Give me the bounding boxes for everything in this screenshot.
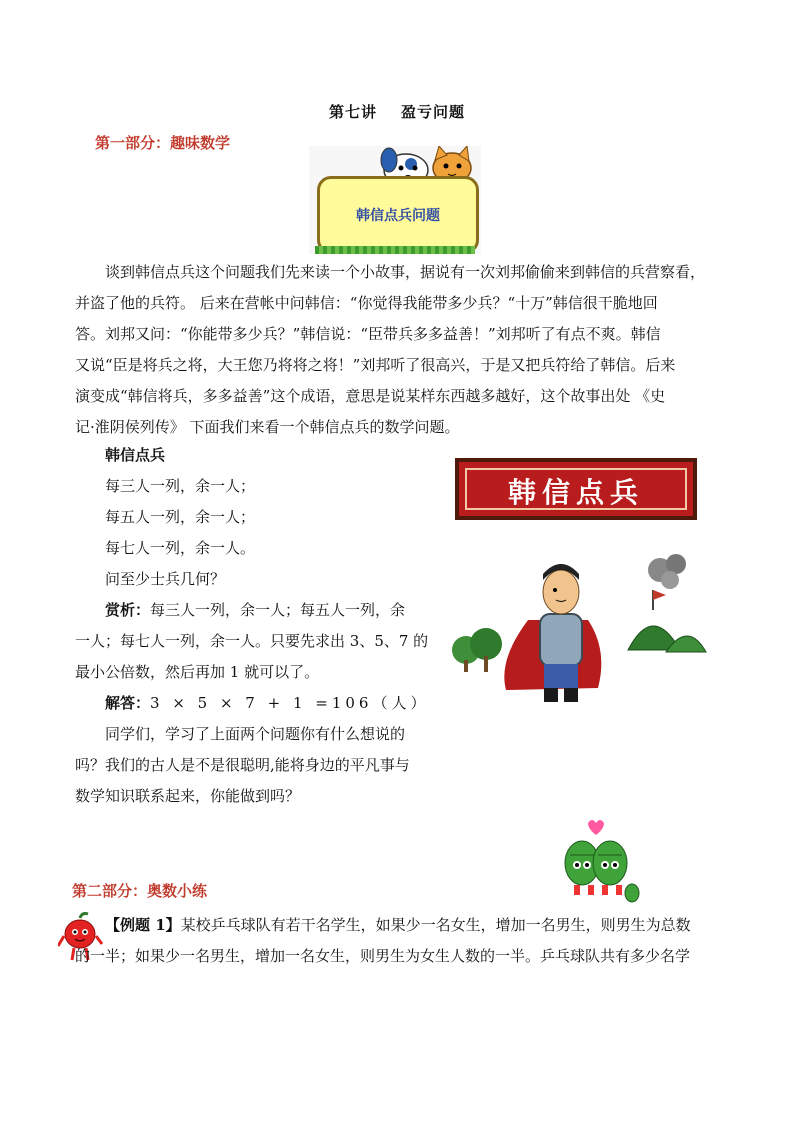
- answer-line: [75, 688, 445, 719]
- trees-icon: [452, 628, 502, 672]
- lesson-topic: 盈亏问题: [401, 103, 466, 121]
- smoke-icon: [648, 554, 686, 589]
- general-figure-icon: [504, 564, 601, 702]
- story-line: 记·淮阴侯列传》 下面我们来看一个韩信点兵的数学问题。: [75, 418, 460, 436]
- section-1-heading: 第一部分：趣味数学: [95, 134, 231, 152]
- analysis-line-3: 最小公倍数，然后再加 1 就可以了。: [75, 663, 320, 681]
- sign-illustration: [309, 146, 481, 254]
- reflection-line: 吗？我们的古人是不是很聪明,能将身边的平凡事与: [75, 756, 410, 774]
- problem-heading: 韩信点兵: [105, 446, 166, 464]
- page-title: [0, 101, 794, 122]
- reflection-line: 数学知识联系起来，你能做到吗？: [75, 787, 301, 805]
- section-2-heading: 第二部分：奥数小练: [72, 882, 208, 900]
- sign-text: 韩信点兵问题: [356, 208, 440, 224]
- example-1: [75, 910, 691, 972]
- reflection-line: 同学们，学习了上面两个问题你有什么想说的: [105, 725, 406, 743]
- story-line: 并盗了他的兵符。 后来在营帐中问韩信：“你觉得我能带多少兵？“十万”韩信很干脆地回: [75, 294, 658, 312]
- story-line: 谈到韩信点兵这个问题我们先来读一个小故事，据说有一次刘邦偷偷来到韩信的兵营察看，: [105, 263, 706, 281]
- answer-label: 解答：: [105, 694, 151, 712]
- story-line: 又说“臣是将兵之将，大王您乃将将之将！”刘邦听了很高兴，于是又把兵符给了韩信。后来: [75, 356, 676, 374]
- sign-board: [317, 176, 479, 254]
- grass-strip: [315, 246, 475, 254]
- analysis-line-2: 一人；每七人一列，余一人。只要先求出 3、5、7 的: [75, 632, 429, 650]
- general-illustration: [448, 540, 708, 712]
- banner-text: 韩信点兵: [507, 476, 644, 509]
- answer-expression: 3 × 5 × 7 + 1 =106（人）: [150, 694, 430, 712]
- example-1-text: 某校乒乓球队有若干名学生，如果少一名女生，增加一名男生，则男生为总数: [180, 916, 691, 934]
- example-1-label: 【例题 1】: [105, 916, 181, 934]
- analysis-text: 每三人一列，余一人；每五人一列，余: [150, 601, 406, 619]
- problem-block: [75, 440, 445, 812]
- example-1-line-2: 的一半；如果少一名男生，增加一名女生，则男生为女生人数的一半。乒乓球队共有多少名学: [75, 947, 691, 965]
- camp-tents-icon: [628, 590, 706, 652]
- problem-line: 每三人一列，余一人；: [105, 477, 256, 495]
- lesson-number: 第七讲: [328, 103, 377, 121]
- story-paragraph: [75, 257, 705, 443]
- analysis-label: 赏析：: [105, 601, 151, 619]
- story-line: 演变成“韩信将兵，多多益善”这个成语，意思是说某样东西越多越好，这个故事出处 《史: [75, 387, 666, 405]
- problem-line: 每五人一列，余一人；: [105, 508, 256, 526]
- banner: [455, 458, 697, 520]
- problem-line: 每七人一列，余一人。: [105, 539, 256, 557]
- story-line: 答。刘邦又问：“你能带多少兵？”韩信说：“臣带兵多多益善！”刘邦听了有点不爽。韩信: [75, 325, 661, 343]
- watermelon-mascots-icon: [558, 815, 648, 910]
- problem-line: 问至少士兵几何？: [105, 570, 226, 588]
- analysis-line: [75, 595, 445, 626]
